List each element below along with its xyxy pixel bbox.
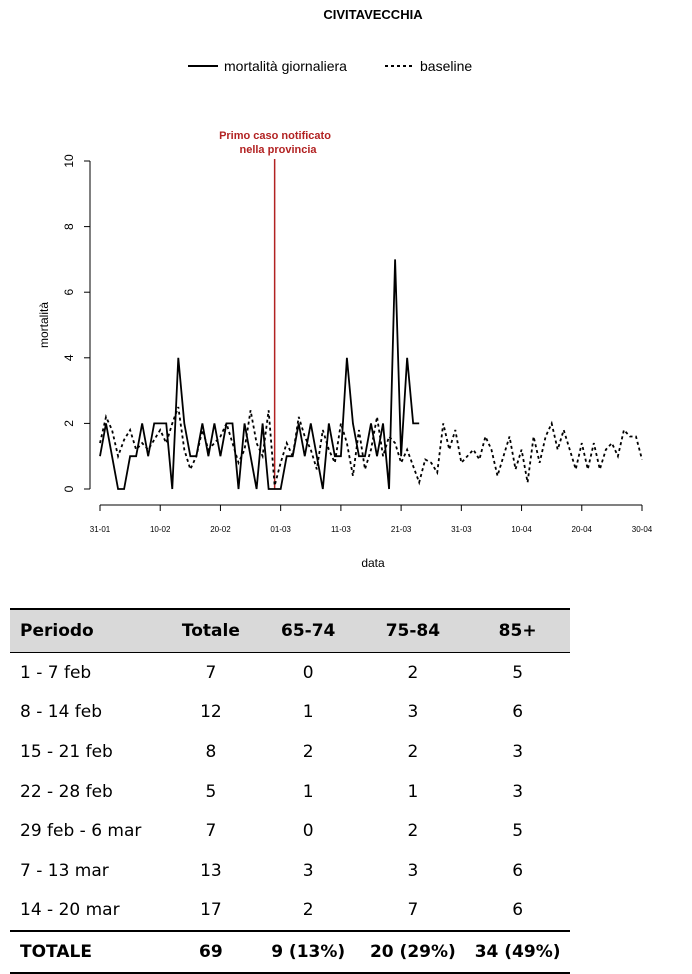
cell-totale: 5 xyxy=(205,781,217,802)
cell-periodo: 29 feb - 6 mar xyxy=(20,821,142,842)
cell-periodo: 14 - 20 mar xyxy=(20,900,120,921)
cell-75-84: 3 xyxy=(407,860,419,881)
cell-65-74: 0 xyxy=(302,662,314,683)
x-tick-label: 10-02 xyxy=(149,525,171,534)
table-header-row xyxy=(10,609,570,653)
table-row xyxy=(10,811,570,851)
cell-periodo: 8 - 14 feb xyxy=(20,702,103,723)
total-totale: 69 xyxy=(166,931,256,973)
cell-75-84: 2 xyxy=(407,741,419,762)
table-row xyxy=(10,851,570,891)
series-daily-mortality xyxy=(100,259,419,489)
annotation xyxy=(219,130,331,489)
x-axis xyxy=(90,505,653,534)
total-label: TOTALE xyxy=(10,931,166,973)
header-75-84: 75-84 xyxy=(361,609,466,653)
table-row xyxy=(10,693,570,733)
cell-65-74: 2 xyxy=(302,900,314,921)
cell-periodo: 22 - 28 feb xyxy=(20,781,113,802)
header-totale: Totale xyxy=(166,609,256,653)
cell-periodo: 1 - 7 feb xyxy=(20,662,92,683)
x-tick-label: 31-01 xyxy=(89,525,111,534)
y-axis xyxy=(62,154,90,492)
header-periodo: Periodo xyxy=(10,609,166,653)
y-tick-label: 10 xyxy=(62,154,77,168)
table-total-row xyxy=(10,931,570,973)
chart-title: CIVITAVECCHIA xyxy=(323,7,423,22)
x-axis-label: data xyxy=(361,556,385,570)
cell-65-74: 2 xyxy=(302,741,314,762)
cell-75-84: 2 xyxy=(407,821,419,842)
legend-label-baseline: baseline xyxy=(420,58,473,74)
y-tick-label: 4 xyxy=(62,354,77,362)
x-tick-label: 20-04 xyxy=(571,525,593,534)
legend-label-daily: mortalità giornaliera xyxy=(224,58,347,74)
cell-totale: 7 xyxy=(205,821,217,842)
y-tick-label: 2 xyxy=(62,420,77,427)
x-tick-label: 20-02 xyxy=(210,525,231,534)
table-row xyxy=(10,732,570,772)
mortality-table xyxy=(10,608,570,974)
total-85-plus: 34 (49%) xyxy=(465,931,570,973)
x-tick-label: 11-03 xyxy=(330,525,351,534)
x-tick-label: 21-03 xyxy=(390,525,412,534)
cell-totale: 8 xyxy=(205,741,217,762)
x-tick-label: 01-03 xyxy=(270,525,291,534)
table-row xyxy=(10,772,570,812)
cell-totale: 12 xyxy=(200,702,222,723)
cell-totale: 13 xyxy=(200,860,222,881)
cell-65-74: 1 xyxy=(302,702,314,723)
y-tick-label: 0 xyxy=(62,485,77,493)
x-tick-label: 31-03 xyxy=(451,525,472,534)
header-65-74: 65-74 xyxy=(256,609,361,653)
cell-periodo: 15 - 21 feb xyxy=(20,741,113,762)
table-row xyxy=(10,891,570,932)
cell-85-plus: 6 xyxy=(512,702,524,723)
table-row xyxy=(10,653,570,693)
cell-85-plus: 6 xyxy=(512,860,524,881)
annotation-line2: nella provincia xyxy=(239,144,317,156)
y-tick-label: 8 xyxy=(62,223,77,230)
series-baseline xyxy=(100,407,642,486)
cell-85-plus: 5 xyxy=(512,821,524,842)
cell-65-74: 1 xyxy=(302,781,314,802)
cell-65-74: 0 xyxy=(302,821,314,842)
total-75-84: 20 (29%) xyxy=(361,931,466,973)
x-tick-label: 10-04 xyxy=(511,525,532,534)
cell-75-84: 3 xyxy=(407,702,419,723)
cell-totale: 7 xyxy=(205,662,217,683)
cell-totale: 17 xyxy=(200,900,222,921)
annotation-line1: Primo caso notificato xyxy=(219,130,331,142)
x-tick-label: 30-04 xyxy=(631,525,653,534)
header-85-plus: 85+ xyxy=(465,609,570,653)
cell-75-84: 7 xyxy=(407,900,419,921)
cell-85-plus: 5 xyxy=(512,662,524,683)
cell-65-74: 3 xyxy=(302,860,314,881)
total-65-74: 9 (13%) xyxy=(256,931,361,973)
cell-85-plus: 6 xyxy=(512,900,524,921)
y-axis-label: mortalità xyxy=(37,301,51,349)
cell-85-plus: 3 xyxy=(512,781,524,802)
cell-75-84: 1 xyxy=(407,781,419,802)
cell-periodo: 7 - 13 mar xyxy=(20,860,109,881)
legend xyxy=(188,58,472,74)
cell-75-84: 2 xyxy=(407,662,419,683)
y-tick-label: 6 xyxy=(62,288,77,296)
cell-85-plus: 3 xyxy=(512,741,524,762)
